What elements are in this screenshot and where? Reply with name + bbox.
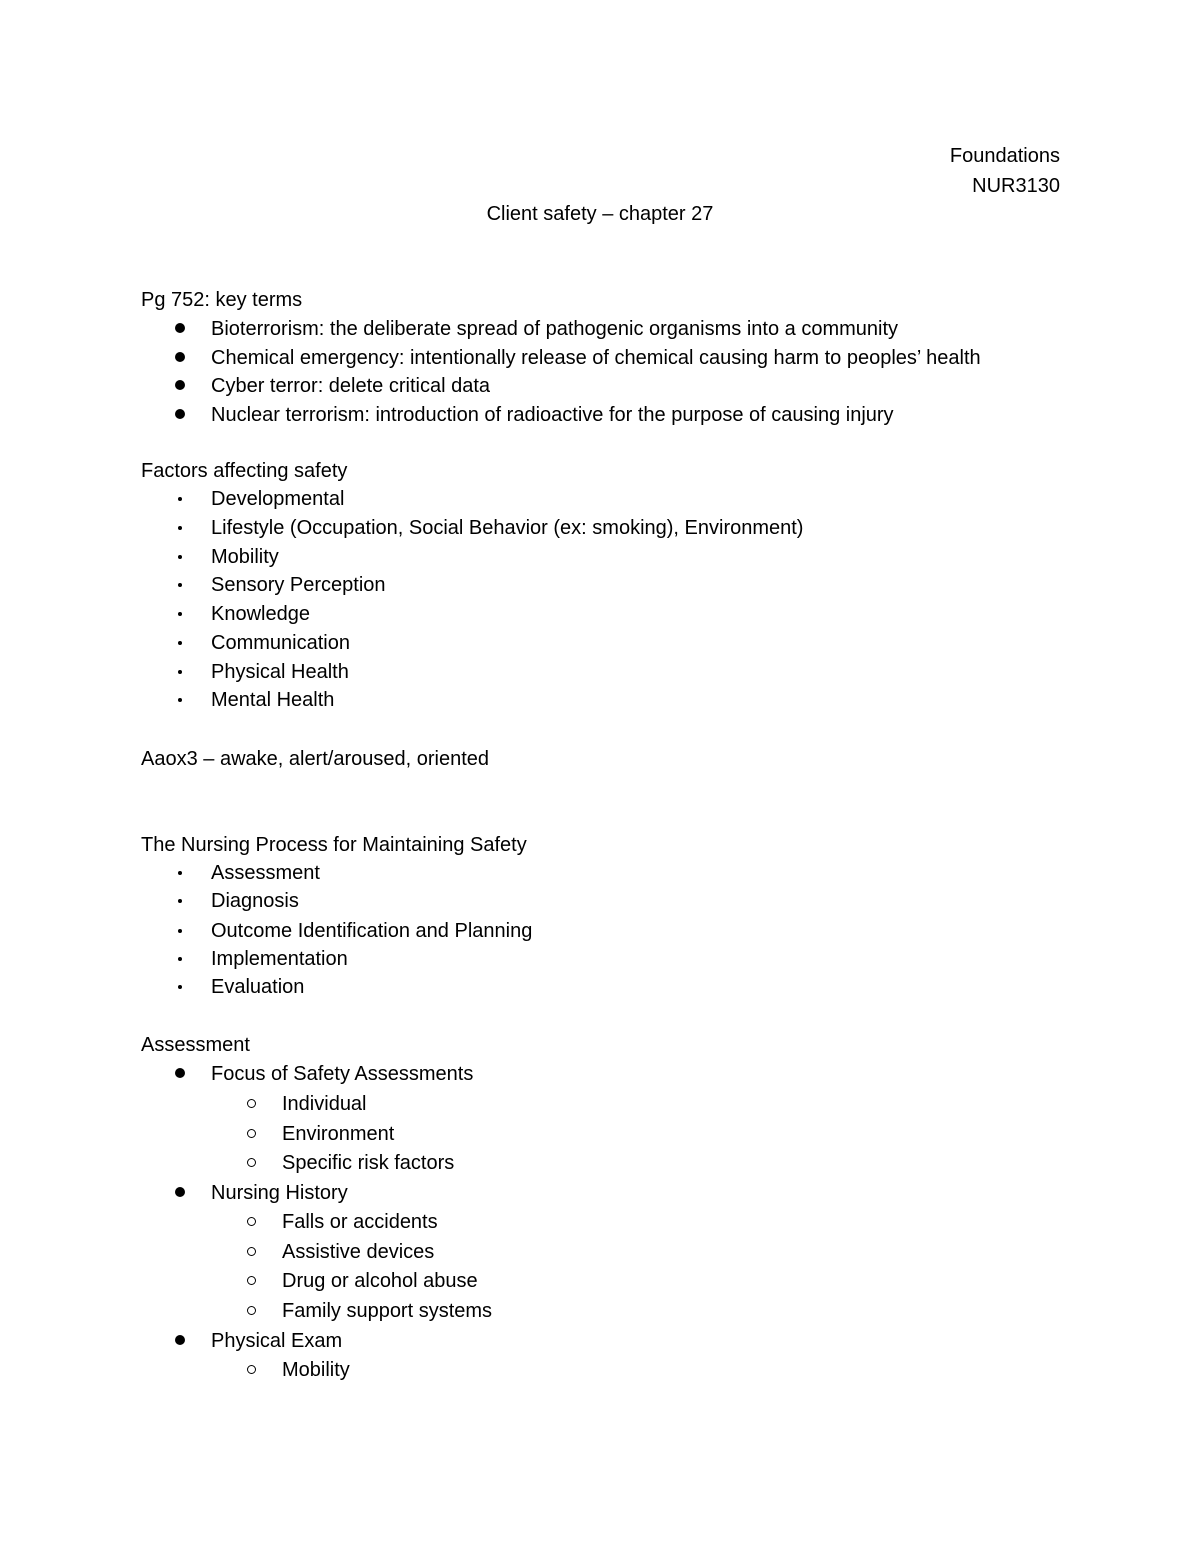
circle-bullet-icon [247,1217,256,1226]
circle-bullet-icon [247,1099,256,1108]
bullet-icon [175,352,185,362]
circle-bullet-icon [247,1276,256,1285]
list-item-text: Sensory Perception [211,574,386,596]
list-item-text: Bioterrorism: the deliberate spread of pathogenic organisms into a community [211,318,899,340]
bullet-icon [178,985,182,989]
list-item-text: Focus of Safety Assessments [211,1063,474,1085]
circle-bullet-icon [247,1129,256,1138]
bullet-icon [178,612,182,616]
list-item-text: Nursing History [211,1182,348,1204]
sub-list-item-text: Environment [282,1123,395,1145]
document-title: Client safety – chapter 27 [486,203,714,225]
bullet-icon [178,899,182,903]
bullet-icon [178,526,182,530]
sub-list-item-text: Drug or alcohol abuse [282,1270,478,1292]
bullet-icon [178,497,182,501]
circle-bullet-icon [247,1158,256,1167]
list-item-text: Nuclear terrorism: introduction of radioactive for the purpose of causing injury [211,404,894,426]
bullet-icon [178,871,182,875]
list-item-text: Assessment [211,862,320,884]
list-item-text: Evaluation [211,976,305,998]
sub-list-item-text: Specific risk factors [282,1152,455,1174]
list-item-text: Lifestyle (Occupation, Social Behavior (ex: smoking), Environment) [211,517,804,539]
course-code: NUR3130 [972,175,1060,197]
bullet-icon [175,323,185,333]
list-item-text: Physical Exam [211,1330,343,1352]
sub-list-item-text: Falls or accidents [282,1211,438,1233]
list-item-text: Communication [211,632,350,654]
sub-list-item-text: Mobility [282,1359,350,1381]
sub-list-item-text: Assistive devices [282,1241,435,1263]
circle-bullet-icon [247,1365,256,1374]
list-item-text: Developmental [211,488,345,510]
bullet-icon [178,670,182,674]
list-item-text: Diagnosis [211,890,299,912]
list-item-text: Outcome Identification and Planning [211,920,533,942]
list-item-text: Mental Health [211,689,335,711]
aaox3-note: Aaox3 – awake, alert/aroused, oriented [141,748,489,770]
course-name: Foundations [949,145,1060,167]
list-item-text: Knowledge [211,603,310,625]
bullet-icon [175,1335,185,1345]
bullet-icon [178,583,182,587]
factors-heading: Factors affecting safety [141,460,348,482]
circle-bullet-icon [247,1247,256,1256]
circle-bullet-icon [247,1306,256,1315]
bullet-icon [175,409,185,419]
list-item-text: Cyber terror: delete critical data [211,375,491,397]
bullet-icon [178,957,182,961]
bullet-icon [178,555,182,559]
bullet-icon [178,641,182,645]
list-item-text: Chemical emergency: intentionally release of chemical causing harm to peoples’ health [211,347,981,369]
bullet-icon [178,929,182,933]
list-item-text: Physical Health [211,661,349,683]
sub-list-item-text: Individual [282,1093,367,1115]
bullet-icon [175,1187,185,1197]
sub-list-item-text: Family support systems [282,1300,493,1322]
bullet-icon [175,380,185,390]
assessment-heading: Assessment [141,1034,250,1056]
list-item-text: Implementation [211,948,348,970]
nursing-process-heading: The Nursing Process for Maintaining Safety [141,834,527,856]
list-item-text: Mobility [211,546,279,568]
key-terms-heading: Pg 752: key terms [141,289,303,311]
bullet-icon [175,1068,185,1078]
bullet-icon [178,698,182,702]
